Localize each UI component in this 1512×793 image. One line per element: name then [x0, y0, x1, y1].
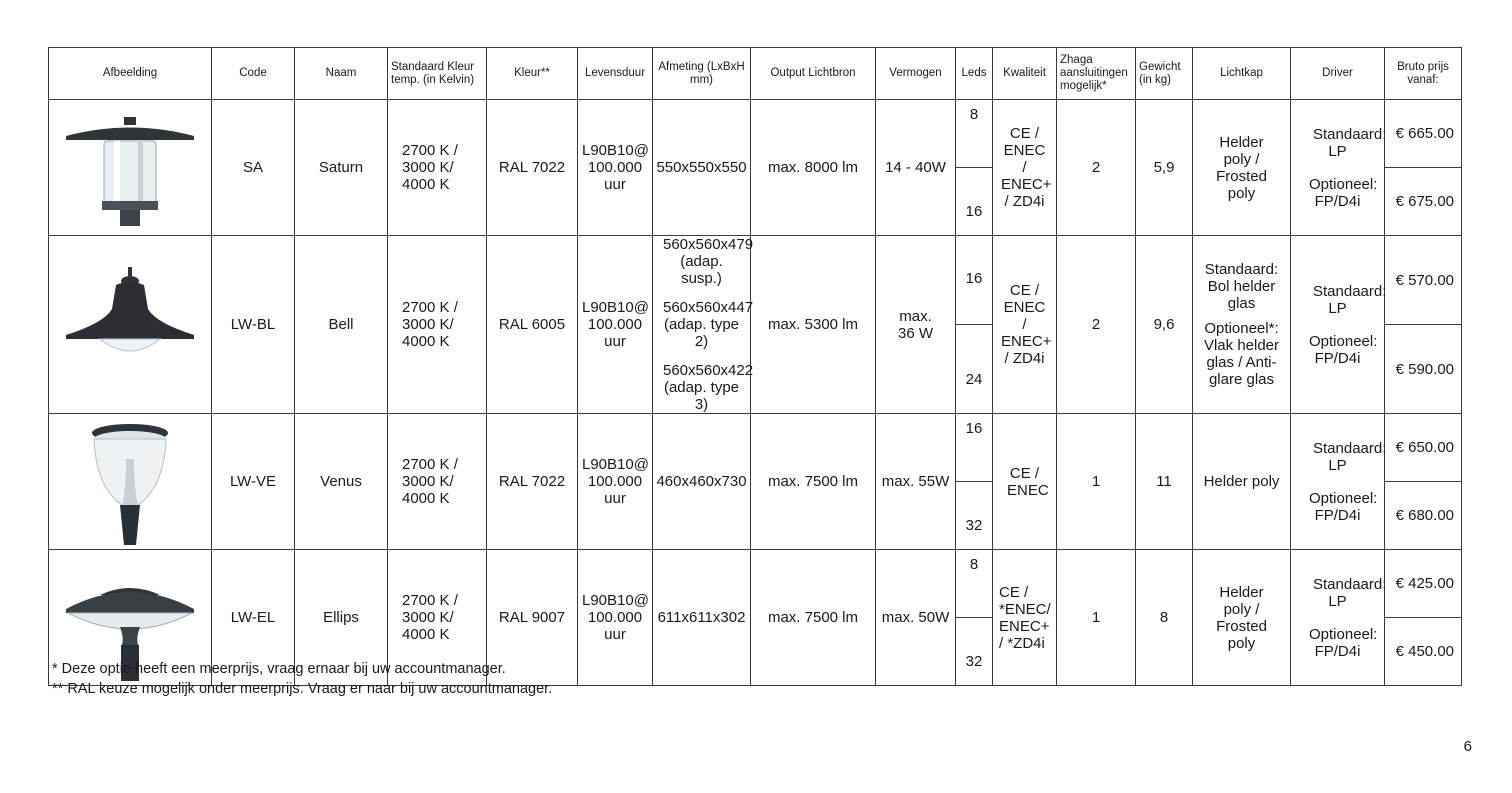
afmeting-cell: 550x550x550	[653, 100, 751, 236]
footnotes	[52, 659, 552, 699]
driver-standard: Standaard: LP	[1313, 125, 1387, 160]
afmeting-line: 560x560x479 (adap. susp.)	[663, 236, 754, 287]
zhaga-cell: 1	[1057, 414, 1136, 550]
afmeting-line: 560x560x447 (adap. type 2)	[663, 299, 754, 350]
kleurtemp-cell: 2700 K / 3000 K/ 4000 K	[388, 100, 487, 236]
table-row	[49, 100, 1462, 168]
header-afmeting: Afmeting (LxBxH mm)	[653, 48, 751, 100]
price-cell: € 425.00	[1385, 550, 1462, 618]
naam-cell: Ellips	[295, 550, 388, 686]
output-cell: max. 5300 lm	[751, 236, 876, 414]
lichtkap-cell: Helder poly / Frosted poly	[1193, 100, 1291, 236]
gewicht-cell: 11	[1136, 414, 1193, 550]
driver-standard: Standaard: LP	[1313, 282, 1387, 317]
kwaliteit-cell: CE / *ENEC/ ENEC+ / *ZD4i	[993, 550, 1057, 686]
leds-cell: 8	[956, 550, 993, 618]
footnote-1: * Deze optie heeft een meerprijs, vraag ernaar bij uw accountmanager.	[52, 661, 506, 677]
table-row	[49, 550, 1462, 618]
kleur-cell: RAL 7022	[487, 100, 578, 236]
kleurtemp-cell: 2700 K / 3000 K/ 4000 K	[388, 550, 487, 686]
lichtkap-cell: Helder poly / Frosted poly	[1193, 550, 1291, 686]
header-levensduur: Levensduur	[578, 48, 653, 100]
price-cell: € 650.00	[1385, 414, 1462, 482]
bell-lamp-icon	[60, 265, 200, 385]
kwaliteit-cell: CE / ENEC / ENEC+ / ZD4i	[993, 100, 1057, 236]
levensduur-cell: L90B10@ 100.000 uur	[578, 414, 653, 550]
driver-cell	[1291, 100, 1385, 236]
code-cell: LW-EL	[212, 550, 295, 686]
header-driver: Driver	[1291, 48, 1385, 100]
vermogen-cell: max. 50W	[876, 550, 956, 686]
afmeting-cell	[653, 236, 754, 414]
driver-optional: Optioneel: FP/D4i	[1309, 489, 1378, 524]
lichtkap-cell	[1193, 236, 1291, 414]
lichtkap-optional: Optioneel*: Vlak helder glas / Anti-glare glas	[1203, 320, 1280, 388]
driver-standard: Standaard: LP	[1313, 575, 1387, 610]
price-cell: € 680.00	[1385, 482, 1462, 550]
header-kleur: Kleur**	[487, 48, 578, 100]
kleur-cell: RAL 7022	[487, 414, 578, 550]
vermogen-cell: max. 36 W	[876, 236, 956, 414]
table-row	[49, 236, 1462, 325]
saturn-lamp-icon	[60, 105, 200, 231]
leds-cell: 32	[956, 482, 993, 550]
table-row	[49, 414, 1462, 482]
driver-optional: Optioneel: FP/D4i	[1309, 332, 1378, 367]
price-cell: € 675.00	[1385, 168, 1462, 236]
lichtkap-standard: Standaard: Bol helder glas	[1204, 261, 1279, 312]
output-cell: max. 7500 lm	[751, 414, 876, 550]
header-afbeelding: Afbeelding	[49, 48, 212, 100]
gewicht-cell: 8	[1136, 550, 1193, 686]
venus-lamp-image	[49, 414, 212, 550]
kleur-cell: RAL 9007	[487, 550, 578, 686]
gewicht-cell: 9,6	[1136, 236, 1193, 414]
header-lichtkap: Lichtkap	[1193, 48, 1291, 100]
afmeting-line: 560x560x422 (adap. type 3)	[663, 362, 754, 413]
code-cell: LW-BL	[212, 236, 295, 414]
price-cell: € 665.00	[1385, 100, 1462, 168]
header-prijs: Bruto prijs vanaf:	[1385, 48, 1462, 100]
footnote-2: ** RAL keuze mogelijk onder meerprijs. Vraag er naar bij uw accountmanager.	[52, 681, 553, 697]
driver-cell	[1291, 236, 1385, 414]
zhaga-cell: 1	[1057, 550, 1136, 686]
header-vermogen: Vermogen	[876, 48, 956, 100]
leds-cell: 16	[956, 236, 993, 325]
venus-lamp-icon	[60, 419, 200, 545]
driver-cell	[1291, 550, 1385, 686]
header-code: Code	[212, 48, 295, 100]
zhaga-cell: 2	[1057, 236, 1136, 414]
page-number: 6	[1463, 738, 1472, 755]
naam-cell: Saturn	[295, 100, 388, 236]
code-cell: SA	[212, 100, 295, 236]
price-cell: € 590.00	[1385, 325, 1462, 414]
driver-standard: Standaard: LP	[1313, 439, 1387, 474]
leds-cell: 16	[956, 414, 993, 482]
leds-cell: 8	[956, 100, 993, 168]
output-cell: max. 8000 lm	[751, 100, 876, 236]
levensduur-cell: L90B10@ 100.000 uur	[578, 550, 653, 686]
header-output: Output Lichtbron	[751, 48, 876, 100]
price-cell: € 450.00	[1385, 618, 1462, 686]
saturn-lamp-image	[49, 100, 212, 236]
vermogen-cell: 14 - 40W	[876, 100, 956, 236]
code-cell: LW-VE	[212, 414, 295, 550]
kwaliteit-cell: CE / ENEC	[993, 414, 1057, 550]
lichtkap-cell: Helder poly	[1193, 414, 1291, 550]
naam-cell: Bell	[295, 236, 388, 414]
kleurtemp-cell: 2700 K / 3000 K/ 4000 K	[388, 414, 487, 550]
levensduur-cell: L90B10@ 100.000 uur	[578, 100, 653, 236]
header-zhaga: Zhaga aansluitingen mogelijk*	[1057, 48, 1136, 100]
leds-cell: 16	[956, 168, 993, 236]
header-kleurtemp: Standaard Kleur temp. (in Kelvin)	[388, 48, 487, 100]
naam-cell: Venus	[295, 414, 388, 550]
output-cell: max. 7500 lm	[751, 550, 876, 686]
driver-cell	[1291, 414, 1385, 550]
zhaga-cell: 2	[1057, 100, 1136, 236]
vermogen-cell: max. 55W	[876, 414, 956, 550]
header-naam: Naam	[295, 48, 388, 100]
price-cell: € 570.00	[1385, 236, 1462, 325]
afmeting-cell: 611x611x302	[653, 550, 751, 686]
header-kwaliteit: Kwaliteit	[993, 48, 1057, 100]
leds-cell: 24	[956, 325, 993, 414]
leds-cell: 32	[956, 618, 993, 686]
driver-optional: Optioneel: FP/D4i	[1309, 175, 1378, 210]
bell-lamp-image	[49, 236, 212, 414]
afmeting-cell: 460x460x730	[653, 414, 751, 550]
header-gewicht: Gewicht (in kg)	[1136, 48, 1193, 100]
product-spec-table	[48, 47, 1462, 686]
driver-optional: Optioneel: FP/D4i	[1309, 625, 1378, 660]
header-row	[49, 48, 1462, 100]
header-leds: Leds	[956, 48, 993, 100]
kwaliteit-cell: CE / ENEC / ENEC+ / ZD4i	[993, 236, 1057, 414]
levensduur-cell: L90B10@ 100.000 uur	[578, 236, 653, 414]
kleurtemp-cell: 2700 K / 3000 K/ 4000 K	[388, 236, 487, 414]
gewicht-cell: 5,9	[1136, 100, 1193, 236]
kleur-cell: RAL 6005	[487, 236, 578, 414]
